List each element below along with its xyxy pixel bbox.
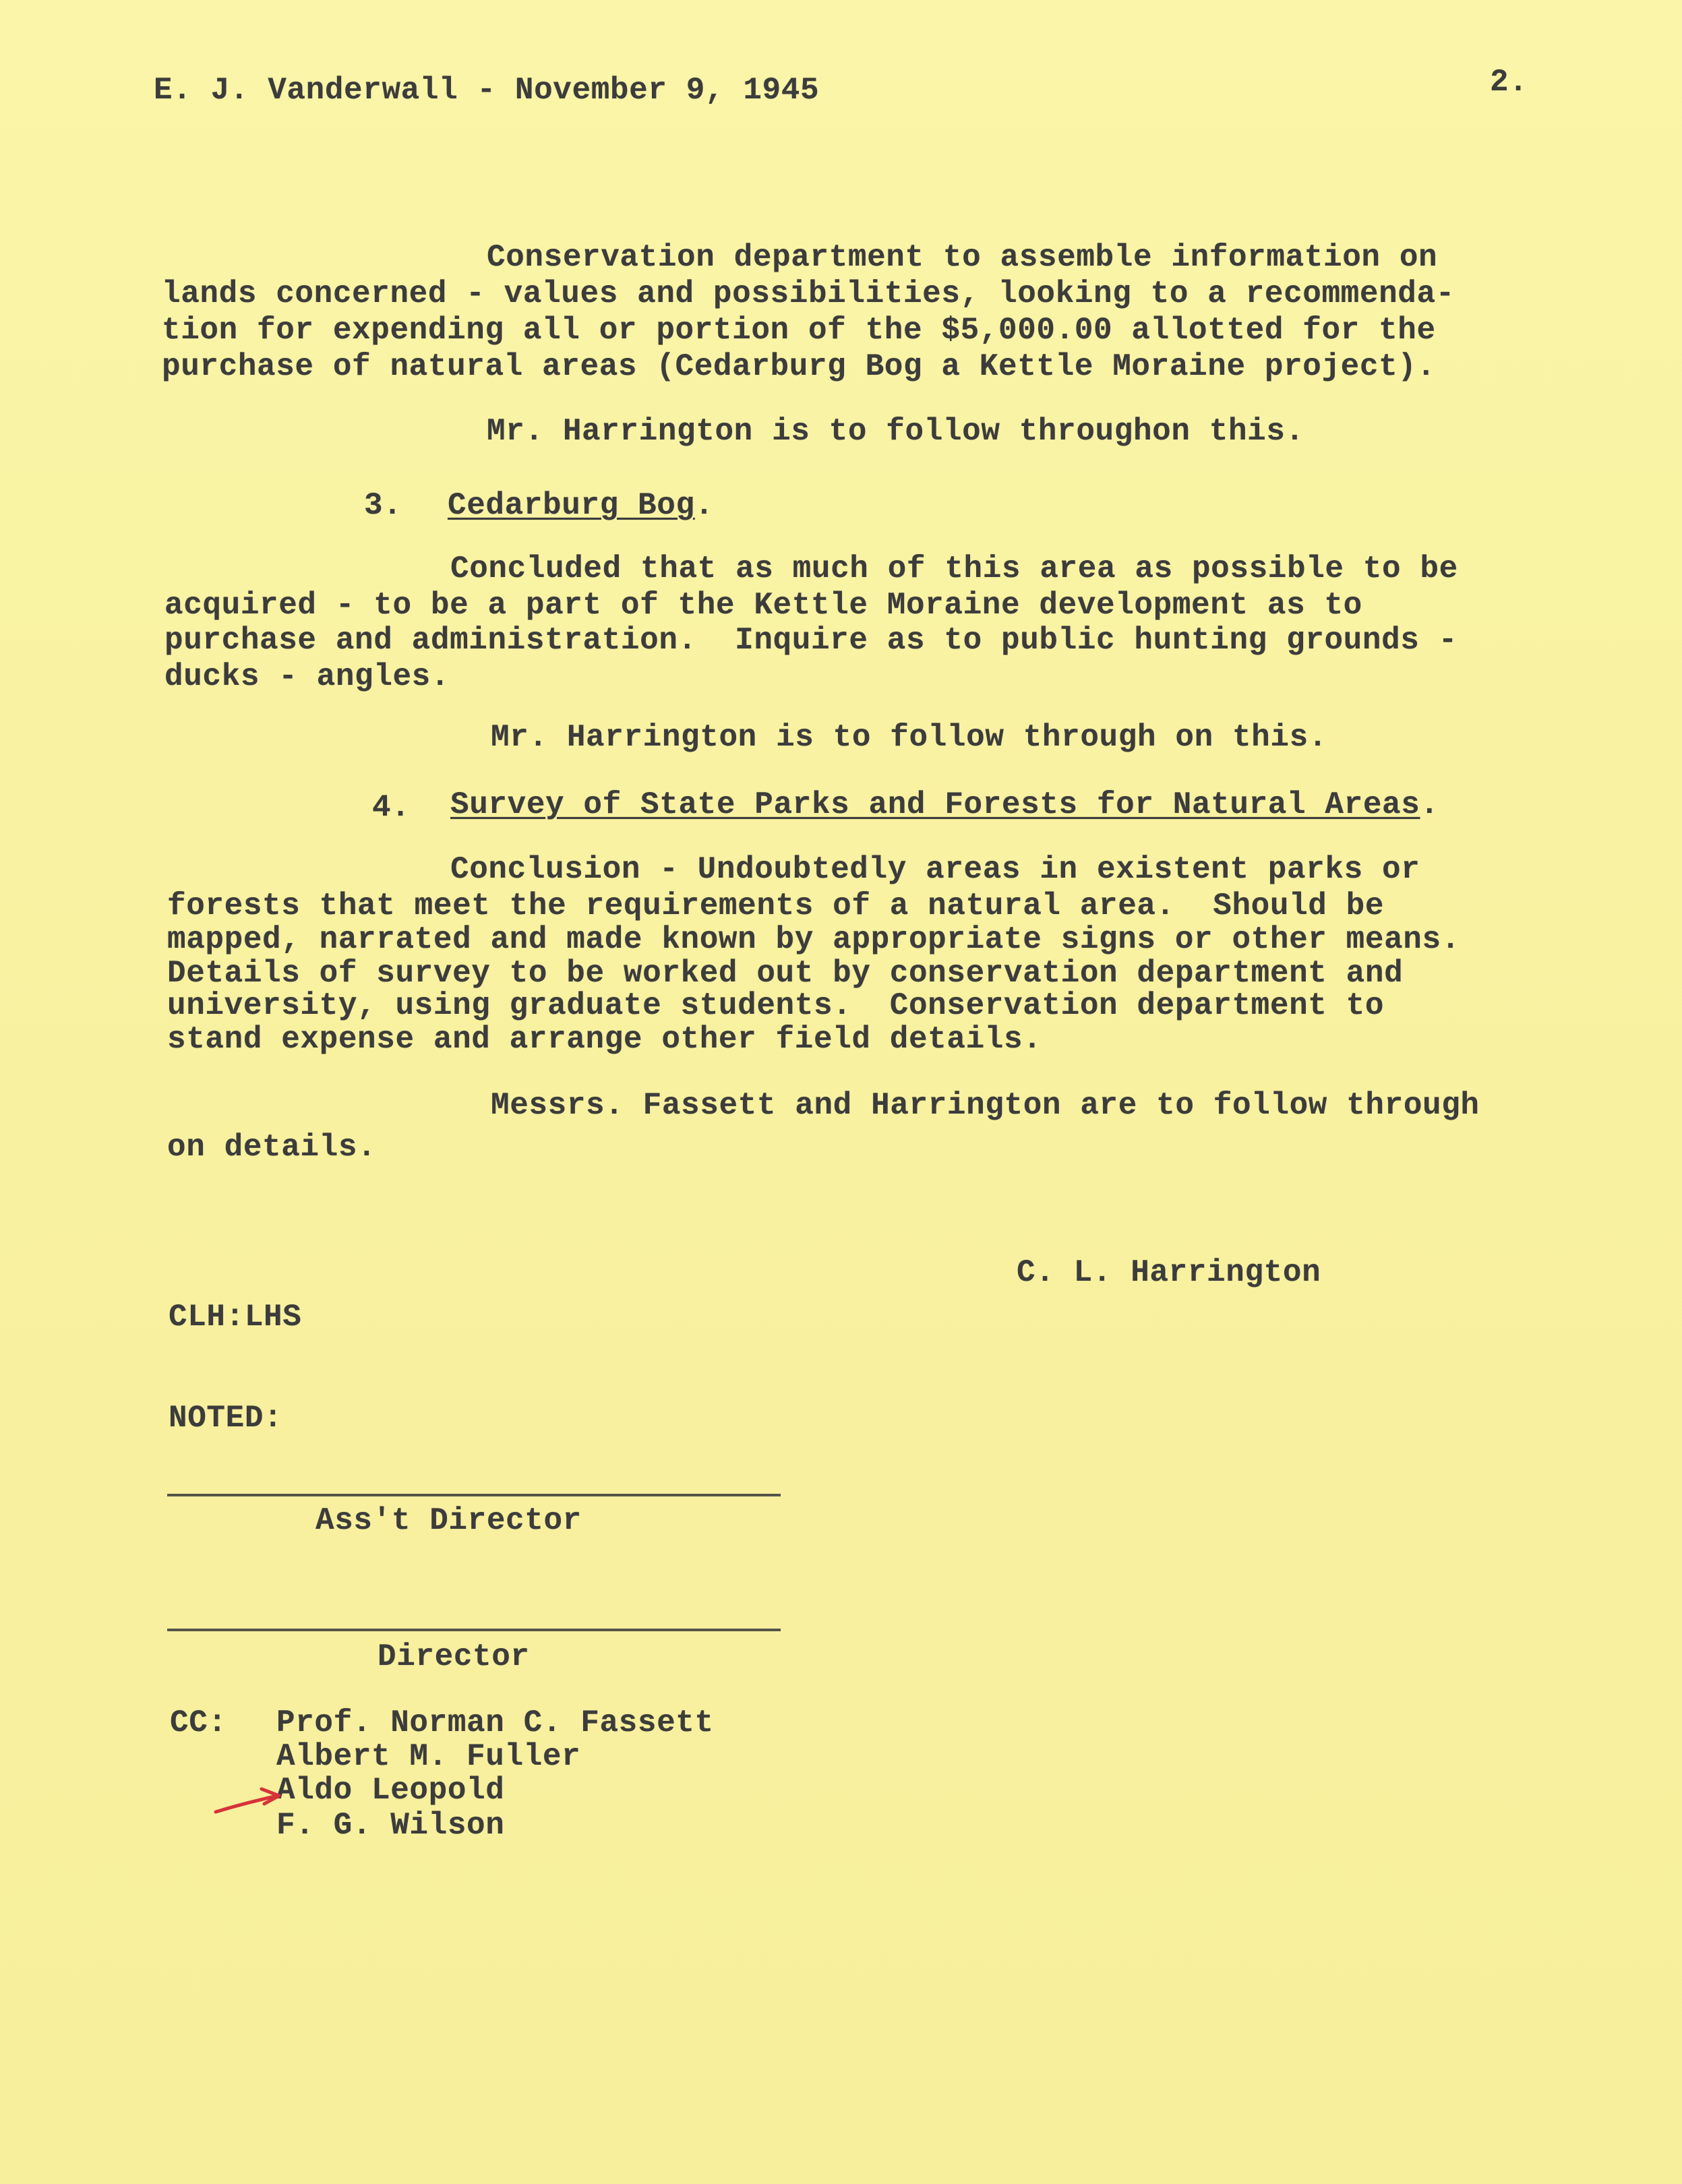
item-4-line-5: university, using graduate students. Conservation department to xyxy=(167,988,1385,1023)
header-left: E. J. Vanderwall - November 9, 1945 xyxy=(154,73,820,108)
director-signature-line xyxy=(167,1629,781,1631)
reference-initials: CLH:LHS xyxy=(169,1300,302,1335)
item-4-line-3: mapped, narrated and made known by appropriate signs or other means. xyxy=(167,922,1460,957)
noted-label: NOTED: xyxy=(169,1401,283,1436)
item-4-period: . xyxy=(1420,787,1439,822)
cc-name-1: Prof. Norman C. Fassett xyxy=(276,1705,714,1740)
paragraph-1-line-3: tion for expending all or portion of the $5,000.00 allotted for the xyxy=(162,313,1436,348)
item-3-line-4: ducks - angles. xyxy=(164,659,450,694)
item-3-heading xyxy=(448,488,714,523)
paragraph-1-line-1: Conservation department to assemble information on xyxy=(487,240,1438,275)
cc-name-3: Aldo Leopold xyxy=(276,1773,505,1808)
director-label: Director xyxy=(378,1639,530,1674)
asst-director-label: Ass't Director xyxy=(316,1503,582,1538)
followup-1: Mr. Harrington is to follow throughon this. xyxy=(487,414,1304,449)
item-3-followup: Mr. Harrington is to follow through on this. xyxy=(491,720,1327,755)
item-4-heading xyxy=(450,787,1439,822)
paragraph-1-line-2: lands concerned - values and possibilities, looking to a recommenda- xyxy=(162,276,1455,311)
cc-name-4: F. G. Wilson xyxy=(276,1808,505,1843)
item-4-followup-line-1: Messrs. Fassett and Harrington are to follow through xyxy=(491,1088,1480,1123)
asst-director-signature-line xyxy=(167,1494,781,1496)
item-4-line-4: Details of survey to be worked out by conservation department and xyxy=(167,956,1404,991)
page-number: 2. xyxy=(1490,65,1528,100)
item-3-period: . xyxy=(694,488,714,523)
item-4-title: Survey of State Parks and Forests for Natural Areas xyxy=(450,787,1420,822)
item-4-line-6: stand expense and arrange other field details. xyxy=(167,1022,1042,1057)
cc-name-2: Albert M. Fuller xyxy=(276,1739,581,1774)
item-4-line-2: forests that meet the requirements of a natural area. Should be xyxy=(167,888,1385,923)
item-4-followup-line-2: on details. xyxy=(167,1130,377,1165)
item-4-line-1: Conclusion - Undoubtedly areas in existent parks or xyxy=(450,852,1420,887)
signature-name: C. L. Harrington xyxy=(1017,1255,1321,1290)
cc-label: CC: xyxy=(170,1705,227,1740)
item-3-number: 3. xyxy=(364,488,402,523)
item-3-title: Cedarburg Bog xyxy=(448,488,695,523)
paragraph-1-line-4: purchase of natural areas (Cedarburg Bog a Kettle Moraine project). xyxy=(162,349,1436,384)
item-3-line-2: acquired - to be a part of the Kettle Moraine development as to xyxy=(164,588,1362,623)
red-arrow-mark-icon xyxy=(213,1780,287,1820)
item-3-line-3: purchase and administration. Inquire as to public hunting grounds - xyxy=(164,623,1458,658)
item-4-number: 4. xyxy=(372,790,411,825)
item-3-line-1: Concluded that as much of this area as possible to be xyxy=(450,551,1458,586)
